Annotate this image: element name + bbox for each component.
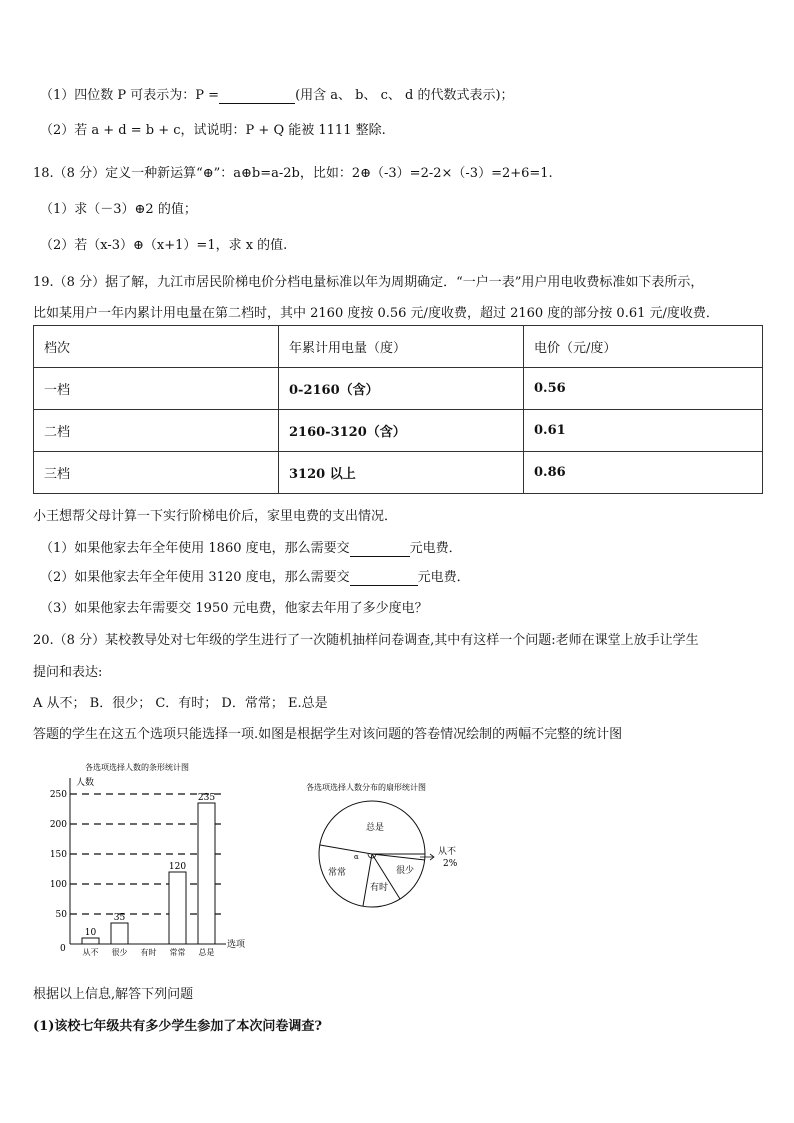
bar-value-label: 120 <box>168 862 187 872</box>
q19-stem-1: 19.（8 分）据了解，九江市居民阶梯电价分档电量标准以年为周期确定．“一户一表”用户用电收费标准如下表所示， <box>33 275 704 290</box>
table-cell: 二档 <box>34 410 279 452</box>
table-cell: 一档 <box>34 368 279 410</box>
table-cell: 3120 以上 <box>279 452 524 494</box>
x-category-label: 常常 <box>169 948 186 957</box>
q20-stem-2: 提问和表达: <box>33 665 103 680</box>
q20-stem-1: 20.（8 分）某校教导处对七年级的学生进行了一次随机抽样问卷调查,其中有这样一个问题:老师在课堂上放手让学生 <box>33 633 699 648</box>
bar-chart-title: 各选项选择人数的条形统计图 <box>85 763 189 772</box>
q19-part1 <box>40 537 462 557</box>
table-cell: 0.86 <box>524 452 763 494</box>
answer-blank <box>350 541 410 557</box>
q17-part1-tail: (用含 a、 b、 c、 d 的代数式表示)； <box>295 88 514 103</box>
x-category-label: 总是 <box>198 948 215 957</box>
y-tick-label: 200 <box>49 820 67 830</box>
pie-chart <box>300 778 470 918</box>
y-tick-label: 100 <box>49 880 67 890</box>
y-tick-label: 250 <box>49 790 67 800</box>
origin-label: 0 <box>60 944 66 954</box>
pie-label-sometimes: 有时 <box>370 883 389 893</box>
pie-label-rarely: 很少 <box>396 866 415 876</box>
q19-part1-text: （1）如果他家去年全年使用 1860 度电，那么需要交 <box>40 541 350 556</box>
q20-part1: (1)该校七年级共有多少学生参加了本次问卷调查? <box>33 1019 322 1034</box>
bar <box>111 923 128 944</box>
answer-blank <box>350 570 418 586</box>
table-row <box>34 368 763 410</box>
table-cell: 0-2160（含） <box>279 368 524 410</box>
q20-options: A 从不； B．很少； C．有时； D．常常； E.总是 <box>33 696 328 711</box>
bar <box>169 872 186 944</box>
table-cell: 0.61 <box>524 410 763 452</box>
x-category-label: 有时 <box>140 948 157 957</box>
bar-value-label: 235 <box>197 793 216 803</box>
q20-stem-3: 答题的学生在这五个选项只能选择一项.如图是根据学生对该问题的答卷情况绘制的两幅不完整的统计图 <box>33 727 623 742</box>
q18-part2: （2）若（x-3）⊕（x+1）=1，求 x 的值. <box>40 238 288 253</box>
bar <box>82 938 99 944</box>
q19-part1-tail: 元电费． <box>409 541 462 556</box>
pie-label-always: 总是 <box>366 823 385 833</box>
q19-stem-2: 比如某用户一年内累计用电量在第二档时，其中 2160 度按 0.56 元/度收费，超过 2160 度的部分按 0.61 元/度收费． <box>33 306 719 321</box>
price-table <box>33 325 763 494</box>
pie-divider-always-often <box>320 845 372 854</box>
pie-label-never: 从不 <box>438 847 457 857</box>
table-header-cell: 档次 <box>34 326 279 368</box>
table-cell: 0.56 <box>524 368 763 410</box>
pie-divider-often-sometimes <box>363 854 372 906</box>
x-axis-label: 选项 <box>227 940 246 950</box>
x-category-label: 很少 <box>111 948 128 957</box>
q19-part2-tail: 元电费． <box>417 570 470 585</box>
pie-label-never-pct: 2% <box>443 859 458 869</box>
y-tick-labels <box>50 790 67 920</box>
q20-stem-4: 根据以上信息,解答下列问题 <box>33 987 194 1002</box>
q18-part1: （1）求（－3）⊕2 的值； <box>40 202 197 217</box>
pie-chart-title: 各选项选择人数分布的扇形统计图 <box>306 783 426 792</box>
q18-stem: 18.（8 分）定义一种新运算“⊕”：a⊕b=a-2b，比如：2⊕（-3）=2-2×（-3）=2+6=1. <box>33 166 553 181</box>
q17-part1-text: （1）四位数 P 可表示为：P = <box>40 88 220 103</box>
bar <box>198 803 215 944</box>
table-cell: 2160-3120（含） <box>279 410 524 452</box>
y-axis-label: 人数 <box>76 778 95 788</box>
table-header-cell: 年累计用电量（度） <box>279 326 524 368</box>
bars <box>82 793 215 957</box>
table-header-cell: 电价（元/度） <box>524 326 763 368</box>
answer-blank <box>219 88 295 104</box>
q19-part3: （3）如果他家去年需要交 1950 元电费，他家去年用了多少度电？ <box>40 601 428 616</box>
q17-part1 <box>40 84 514 104</box>
table-cell: 三档 <box>34 452 279 494</box>
q17-part2: （2）若 a + d = b + c，试说明：P + Q 能被 1111 整除. <box>40 123 386 138</box>
table-header-row <box>34 326 763 368</box>
bar-chart <box>30 758 260 958</box>
q19-context: 小王想帮父母计算一下实行阶梯电价后，家里电费的支出情况． <box>33 509 398 524</box>
pie-angle-label: α <box>354 853 359 861</box>
table-row <box>34 452 763 494</box>
bar-value-label: 35 <box>113 913 126 923</box>
table-row <box>34 410 763 452</box>
bar-value-label: 10 <box>84 928 97 938</box>
pie-divider-rarely-never <box>372 854 425 860</box>
pie-label-often: 常常 <box>328 868 347 878</box>
y-tick-label: 150 <box>49 850 67 860</box>
y-tick-label: 50 <box>55 910 67 920</box>
q19-part2 <box>40 566 470 586</box>
q19-part2-text: （2）如果他家去年全年使用 3120 度电，那么需要交 <box>40 570 350 585</box>
x-category-label: 从不 <box>82 948 99 957</box>
